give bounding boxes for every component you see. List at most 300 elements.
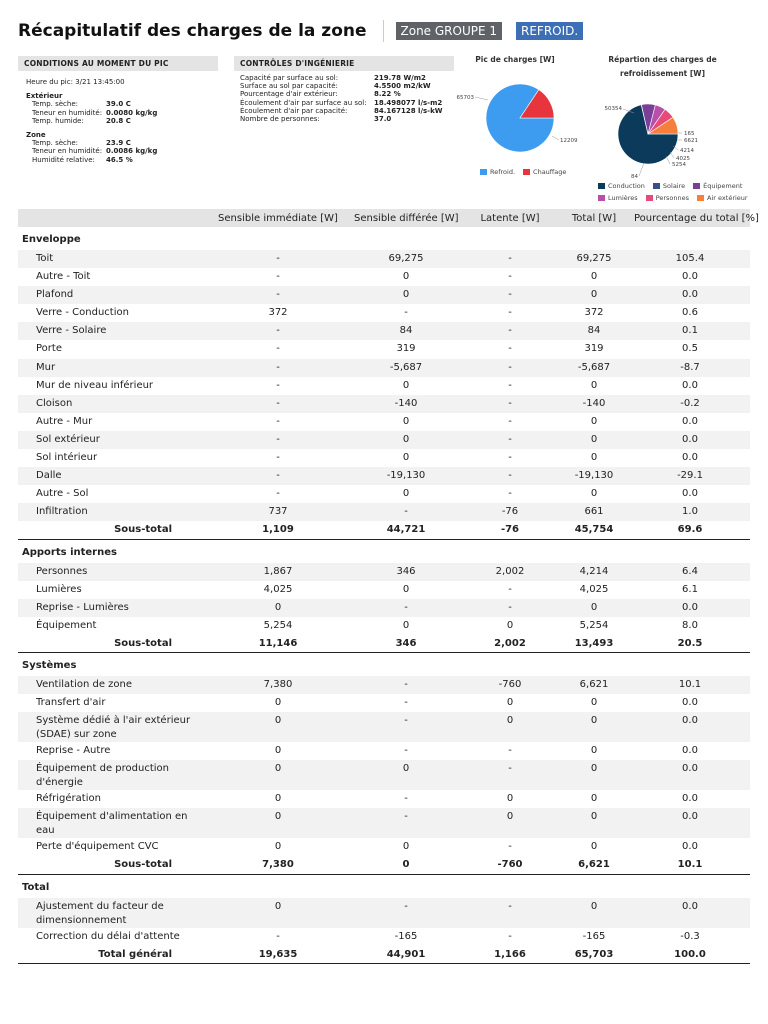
cell-value: 0 xyxy=(402,271,410,283)
legend-item-solar xyxy=(653,182,685,190)
cell-value: - xyxy=(350,808,462,838)
table-header-row xyxy=(18,209,750,227)
cell-value: 0 xyxy=(402,379,410,391)
subtotal-value: 1,166 xyxy=(462,946,558,964)
cell-value: 84 xyxy=(350,322,462,340)
cell-value: - xyxy=(462,250,558,268)
cell-value: 0 xyxy=(558,760,630,790)
cell-value: 0 xyxy=(274,697,282,709)
condition-value: 0.0086 kg/kg xyxy=(106,147,158,156)
peak-chart-legend xyxy=(480,168,574,176)
pie-data-label: 12209 xyxy=(560,138,578,144)
cell-value: - xyxy=(508,745,512,757)
cell-value: 0 xyxy=(206,712,350,742)
row-label: Personnes xyxy=(18,563,206,581)
table-row xyxy=(18,563,750,581)
row-label: Réfrigération xyxy=(36,793,101,805)
cell-value: - xyxy=(508,583,512,595)
pie-data-label: 5254 xyxy=(672,162,686,168)
cell-value: 6.1 xyxy=(682,583,698,595)
cell-value: - xyxy=(462,431,558,449)
legend-swatch xyxy=(480,169,487,175)
cell-value: 2,002 xyxy=(462,563,558,581)
table-row xyxy=(18,599,750,617)
row-label: Transfert d'air xyxy=(36,697,106,709)
cell-value: -140 xyxy=(558,395,630,413)
legend-item-cooling xyxy=(480,168,515,176)
table-row xyxy=(18,503,750,521)
engineering-heading: CONTRÔLES D'INGÉNIERIE xyxy=(234,56,454,71)
cell-value: 0 xyxy=(350,286,462,304)
condition-row xyxy=(26,156,218,164)
engineering-row xyxy=(240,107,454,115)
cell-value: 0 xyxy=(462,712,558,742)
cell-value: 69,275 xyxy=(350,250,462,268)
row-label: Équipement d'alimentation en eau xyxy=(18,808,206,838)
column-header: Sensible différée [W] xyxy=(350,209,462,227)
cell-value: 0.1 xyxy=(630,322,750,340)
row-label: Lumières xyxy=(36,583,82,595)
cell-value: 0 xyxy=(506,697,514,709)
cell-value: - xyxy=(276,343,280,355)
legend-label: Conduction xyxy=(608,182,645,190)
section-title: Apports internes xyxy=(22,547,117,558)
pie-leader-line xyxy=(670,152,674,158)
conditions-panel xyxy=(18,56,218,164)
table-row xyxy=(18,250,750,268)
engineering-label: Écoulement d'air par surface au sol: xyxy=(240,98,367,107)
cell-value: - xyxy=(404,697,408,709)
table-row xyxy=(18,617,750,635)
cell-value: - xyxy=(508,307,512,319)
cell-value: - xyxy=(508,488,512,500)
cell-value: 0 xyxy=(462,808,558,838)
cell-value: 737 xyxy=(206,503,350,521)
legend-label: Refroid. xyxy=(490,168,516,176)
subtotal-value: 346 xyxy=(350,635,462,653)
cell-value: - xyxy=(350,599,462,617)
cell-value: 0.0 xyxy=(630,898,750,928)
cell-value: 4,025 xyxy=(263,583,293,595)
subtotal-value: 19,635 xyxy=(206,946,350,964)
table-row xyxy=(18,286,750,304)
cell-value: - xyxy=(508,379,512,391)
conditions-body xyxy=(18,71,218,164)
cell-value: - xyxy=(462,359,558,377)
cell-value: 0.0 xyxy=(630,808,750,838)
peak-time-label: Heure du pic: xyxy=(26,78,73,86)
cell-value: - xyxy=(276,452,280,464)
row-label: Correction du délai d'attente xyxy=(36,930,180,942)
page-title: Récapitulatif des charges de la zone xyxy=(18,21,367,41)
column-header: Pourcentage du total [%] xyxy=(630,209,750,227)
peak-time-row xyxy=(26,78,218,86)
cell-value: 0 xyxy=(590,697,598,709)
cell-value: 0 xyxy=(206,760,350,790)
cell-value: 0 xyxy=(558,431,630,449)
cell-value: 0 xyxy=(590,745,598,757)
zone-list xyxy=(26,139,218,164)
cell-value: - xyxy=(462,467,558,485)
pie-data-label: 84 xyxy=(631,174,638,180)
cell-value: 319 xyxy=(396,343,416,355)
cell-value: 0 xyxy=(402,619,410,631)
table-row xyxy=(18,413,750,431)
zone-label: Zone xyxy=(26,131,46,140)
cell-value: - xyxy=(508,415,512,427)
cell-value: 0 xyxy=(206,599,350,617)
engineering-list xyxy=(234,71,454,123)
legend-swatch xyxy=(523,169,530,175)
table-row xyxy=(18,676,750,694)
subtotal-row xyxy=(18,946,750,964)
row-label: Système dédié à l'air extérieur (SDAE) sur zone xyxy=(18,712,206,742)
cell-value: - xyxy=(350,712,462,742)
condition-value: 39.0 C xyxy=(106,100,131,109)
condition-value: 0.0080 kg/kg xyxy=(106,108,158,117)
cell-value: 10.1 xyxy=(630,676,750,694)
table-row xyxy=(18,268,750,286)
section-title: Enveloppe xyxy=(22,234,81,245)
cell-value: 0.5 xyxy=(682,343,698,355)
engineering-value: 4.5500 m2/kW xyxy=(374,82,431,91)
cell-value: 5,254 xyxy=(263,619,293,631)
table-row xyxy=(18,808,750,838)
cell-value: 0 xyxy=(506,619,514,631)
table-row xyxy=(18,467,750,485)
row-label: Verre - Conduction xyxy=(36,307,129,319)
pie-leader-line xyxy=(475,97,488,100)
row-label: Infiltration xyxy=(18,503,206,521)
table-row xyxy=(18,449,750,467)
cell-value: 0 xyxy=(590,452,598,464)
table-row xyxy=(18,790,750,808)
table-row xyxy=(18,712,750,742)
engineering-panel xyxy=(234,56,454,123)
pie-leader-line xyxy=(666,156,670,164)
row-label: Autre - Toit xyxy=(36,271,91,283)
subtotal-value: 65,703 xyxy=(558,946,630,964)
table-body xyxy=(18,227,750,964)
engineering-value: 18.498077 l/s-m2 xyxy=(374,98,443,107)
engineering-row xyxy=(240,99,454,107)
subtotal-label: Sous-total xyxy=(18,521,206,539)
pie-leader-line xyxy=(639,163,644,176)
cell-value: 0 xyxy=(590,271,598,283)
table-row xyxy=(18,377,750,395)
cell-value: 7,380 xyxy=(206,676,350,694)
row-label: Mur de niveau inférieur xyxy=(36,379,154,391)
cell-value: 0 xyxy=(274,745,282,757)
row-label: Mur xyxy=(18,359,206,377)
subtotal-value: 44,721 xyxy=(350,521,462,539)
subtotal-value: 6,621 xyxy=(558,856,630,874)
legend-label: Lumières xyxy=(608,194,638,202)
subtotal-value: -76 xyxy=(462,521,558,539)
table-row xyxy=(18,485,750,503)
report-header xyxy=(18,16,583,46)
cell-value: 8.0 xyxy=(682,619,698,631)
row-label: Dalle xyxy=(18,467,206,485)
cell-value: 372 xyxy=(584,307,604,319)
cell-value: -165 xyxy=(582,930,606,942)
cell-value: 372 xyxy=(268,307,288,319)
cell-value: 0 xyxy=(558,286,630,304)
row-label: Équipement xyxy=(36,619,97,631)
section-header-row xyxy=(18,540,750,563)
subtotal-value: 20.5 xyxy=(630,635,750,653)
condition-label: Humidité relative: xyxy=(32,155,95,164)
cell-value: 0 xyxy=(206,808,350,838)
cell-value: 661 xyxy=(558,503,630,521)
legend-label: Personnes xyxy=(655,194,690,202)
peak-load-pie-chart xyxy=(452,70,602,180)
condition-row xyxy=(26,139,218,147)
condition-label: Teneur en humidité: xyxy=(32,108,103,117)
cell-value: 0 xyxy=(402,841,410,853)
cell-value: -140 xyxy=(350,395,462,413)
cell-value: - xyxy=(276,379,280,391)
subtotal-value: 7,380 xyxy=(206,856,350,874)
engineering-value: 219.78 W/m2 xyxy=(374,74,426,82)
pie-data-label: 4214 xyxy=(680,148,694,154)
table-row xyxy=(18,322,750,340)
cell-value: - xyxy=(276,488,280,500)
cell-value: - xyxy=(508,452,512,464)
column-header xyxy=(18,209,206,227)
load-summary-table xyxy=(18,209,759,964)
pie-data-label: 165 xyxy=(684,131,695,137)
subtotal-label: Total général xyxy=(18,946,206,964)
subtotal-label: Sous-total xyxy=(18,635,206,653)
exterior-label: Extérieur xyxy=(26,92,63,101)
table-row xyxy=(18,304,750,322)
cell-value: 0 xyxy=(590,841,598,853)
condition-value: 23.9 C xyxy=(106,139,131,148)
table-row xyxy=(18,838,750,856)
cell-value: 69,275 xyxy=(558,250,630,268)
row-label: Ventilation de zone xyxy=(18,676,206,694)
mode-badge: REFROID. xyxy=(516,22,583,40)
legend-label: Équipement xyxy=(703,182,743,190)
section-header-row xyxy=(18,227,750,250)
engineering-row xyxy=(240,74,454,82)
engineering-label: Surface au sol par capacité: xyxy=(240,82,338,91)
cell-value: 0 xyxy=(590,379,598,391)
cell-value: - xyxy=(206,250,350,268)
row-label: Toit xyxy=(18,250,206,268)
cell-value: - xyxy=(206,286,350,304)
row-label: Cloison xyxy=(18,395,206,413)
title-divider xyxy=(383,20,384,42)
cell-value: 0 xyxy=(402,488,410,500)
condition-label: Temp. humide: xyxy=(32,116,84,125)
engineering-value: 8.22 % xyxy=(374,90,401,99)
engineering-value: 37.0 xyxy=(374,115,392,124)
cell-value: 0.0 xyxy=(682,745,698,757)
section-header-row xyxy=(18,653,750,676)
cell-value: -29.1 xyxy=(630,467,750,485)
cell-value: 0 xyxy=(558,898,630,928)
row-label: Autre - Mur xyxy=(36,415,93,427)
engineering-row xyxy=(240,82,454,90)
cell-value: - xyxy=(350,503,462,521)
cell-value: 6.4 xyxy=(630,563,750,581)
subtotal-row xyxy=(18,856,750,874)
cell-value: 0 xyxy=(402,583,410,595)
condition-value: 20.8 C xyxy=(106,116,131,125)
conditions-heading: CONDITIONS AU MOMENT DU PIC xyxy=(18,56,218,71)
subtotal-value: 0 xyxy=(350,856,462,874)
cell-value: - xyxy=(404,307,408,319)
zone-badge: Zone GROUPE 1 xyxy=(396,22,503,40)
cell-value: - xyxy=(508,841,512,853)
exterior-list xyxy=(26,100,218,125)
cell-value: 0 xyxy=(506,793,514,805)
cell-value: - xyxy=(404,745,408,757)
subtotal-value: 11,146 xyxy=(206,635,350,653)
pie-data-label: 50354 xyxy=(604,106,622,112)
cell-value: -5,687 xyxy=(558,359,630,377)
engineering-value: 84.167128 l/s-kW xyxy=(374,106,443,115)
table-row xyxy=(18,760,750,790)
cell-value: - xyxy=(462,286,558,304)
cell-value: - xyxy=(462,322,558,340)
cell-value: 4,214 xyxy=(558,563,630,581)
table-row xyxy=(18,694,750,712)
cell-value: 0 xyxy=(402,415,410,427)
column-header: Sensible immédiate [W] xyxy=(206,209,350,227)
cell-value: 0.0 xyxy=(630,431,750,449)
legend-item-equipment xyxy=(693,182,742,190)
pie-data-label: 6621 xyxy=(684,138,698,144)
table-row xyxy=(18,359,750,377)
cell-value: 0.0 xyxy=(682,452,698,464)
cell-value: -5,687 xyxy=(350,359,462,377)
cell-value: - xyxy=(206,395,350,413)
cell-value: 0.0 xyxy=(682,488,698,500)
legend-label: Chauffage xyxy=(533,168,567,176)
cell-value: 0 xyxy=(558,808,630,838)
section-title: Total xyxy=(22,882,50,894)
peak-chart-title: Pic de charges [W] xyxy=(475,55,555,64)
column-header: Total [W] xyxy=(558,209,630,227)
cell-value: -0.3 xyxy=(680,930,700,942)
cell-value: 0 xyxy=(590,793,598,805)
row-label: Reprise - Autre xyxy=(36,745,111,757)
cell-value: 0 xyxy=(590,415,598,427)
cell-value: - xyxy=(508,271,512,283)
subtotal-value: -760 xyxy=(462,856,558,874)
subtotal-value: 45,754 xyxy=(558,521,630,539)
cell-value: 0.0 xyxy=(682,379,698,391)
cooling-breakdown-pie-chart xyxy=(600,96,750,186)
column-header: Latente [W] xyxy=(462,209,558,227)
legend-label: Air extérieur xyxy=(707,194,748,202)
cell-value: -19,130 xyxy=(350,467,462,485)
cell-value: 105.4 xyxy=(630,250,750,268)
cell-value: - xyxy=(206,322,350,340)
row-label: Porte xyxy=(36,343,62,355)
peak-time-value: 3/21 13:45:00 xyxy=(75,78,125,86)
subtotal-value: 2,002 xyxy=(462,635,558,653)
condition-row xyxy=(26,117,218,125)
cell-value: - xyxy=(276,930,280,942)
subtotal-value: 100.0 xyxy=(630,946,750,964)
cell-value: 0.0 xyxy=(630,286,750,304)
legend-item-lights xyxy=(598,194,638,202)
legend-swatch xyxy=(697,195,704,201)
cell-value: - xyxy=(350,898,462,928)
cell-value: 0 xyxy=(558,712,630,742)
cell-value: 1,867 xyxy=(206,563,350,581)
legend-swatch xyxy=(646,195,653,201)
engineering-row xyxy=(240,90,454,98)
cell-value: 0.0 xyxy=(682,697,698,709)
cell-value: 0 xyxy=(274,841,282,853)
cell-value: -19,130 xyxy=(558,467,630,485)
row-label: Équipement de production d'énergie xyxy=(18,760,206,790)
cell-value: - xyxy=(206,431,350,449)
section-header-row xyxy=(18,875,750,898)
load-table-container xyxy=(18,209,759,964)
cell-value: 0 xyxy=(402,452,410,464)
cell-value: 319 xyxy=(584,343,604,355)
engineering-label: Capacité par surface au sol: xyxy=(240,74,339,82)
cooling-chart-legend xyxy=(598,182,758,202)
cell-value: 0 xyxy=(350,760,462,790)
subtotal-row xyxy=(18,635,750,653)
cell-value: 0 xyxy=(590,488,598,500)
cell-value: 346 xyxy=(350,563,462,581)
row-label: Ajustement du facteur de dimensionnement xyxy=(18,898,206,928)
cell-value: 5,254 xyxy=(579,619,609,631)
cell-value: 0 xyxy=(558,599,630,617)
cell-value: 0.0 xyxy=(682,841,698,853)
table-row xyxy=(18,742,750,760)
table-row xyxy=(18,581,750,599)
legend-swatch xyxy=(598,183,605,189)
cell-value: - xyxy=(206,467,350,485)
legend-swatch xyxy=(653,183,660,189)
legend-item-heating xyxy=(523,168,566,176)
cell-value: 84 xyxy=(558,322,630,340)
cell-value: 0.0 xyxy=(630,712,750,742)
subtotal-label: Sous-total xyxy=(18,856,206,874)
row-label: Perte d'équipement CVC xyxy=(36,841,159,853)
cell-value: 4,025 xyxy=(579,583,609,595)
engineering-label: Pourcentage d'air extérieur: xyxy=(240,90,338,99)
row-label: Autre - Sol xyxy=(36,488,89,500)
cell-value: 0.6 xyxy=(682,307,698,319)
cell-value: 0.0 xyxy=(630,599,750,617)
cell-value: - xyxy=(276,415,280,427)
condition-label: Teneur en humidité: xyxy=(32,147,103,156)
cell-value: -76 xyxy=(462,503,558,521)
legend-item-outdoor-air xyxy=(697,194,748,202)
pie-data-label: 65703 xyxy=(456,95,474,101)
cell-value: - xyxy=(206,359,350,377)
cooling-chart-title: Répartion des charges de refroidissement [W] xyxy=(608,55,717,78)
row-label: Sol intérieur xyxy=(36,452,98,464)
section-title: Systèmes xyxy=(22,660,77,672)
cell-value: 0.0 xyxy=(630,760,750,790)
subtotal-value: 44,901 xyxy=(350,946,462,964)
subtotal-value: 13,493 xyxy=(558,635,630,653)
pie-leader-line xyxy=(552,136,559,140)
cell-value: -0.2 xyxy=(630,395,750,413)
legend-item-conduction xyxy=(598,182,645,190)
